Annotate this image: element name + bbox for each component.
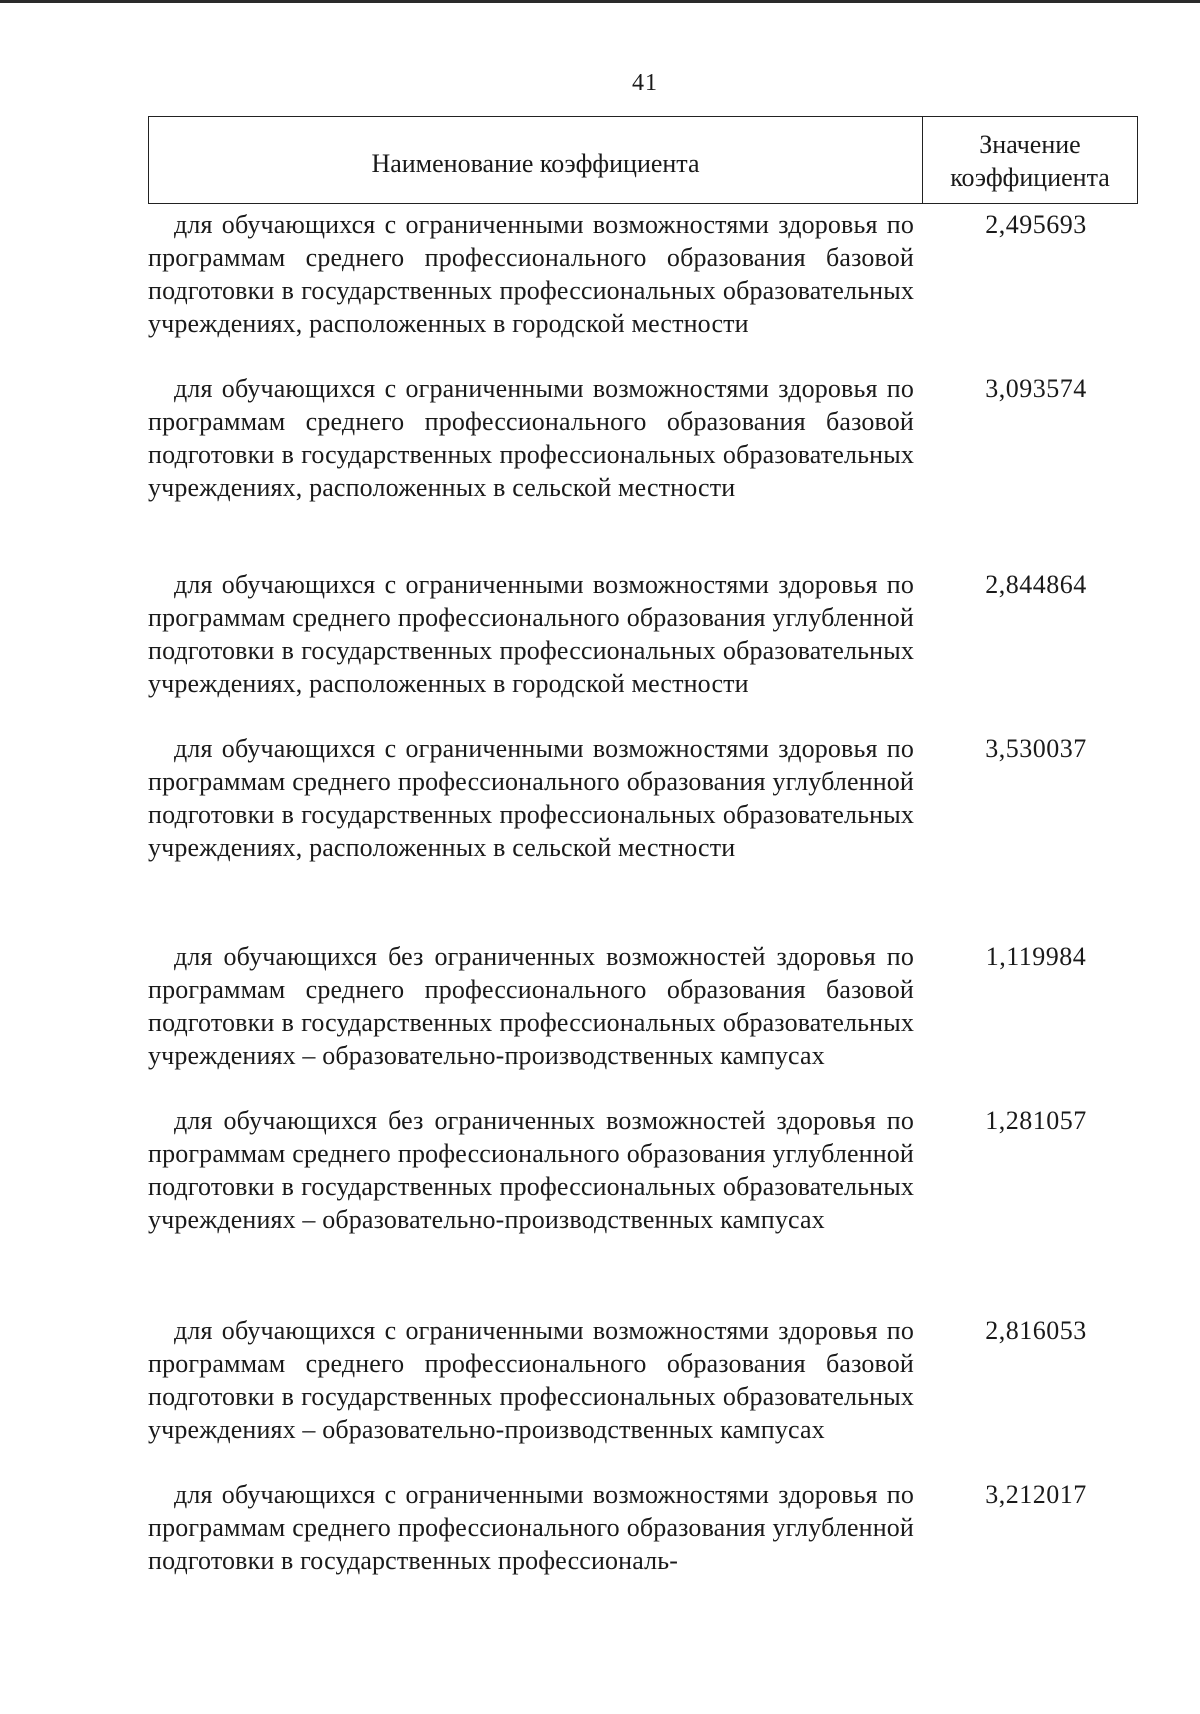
row-description: для обучающихся с ограниченными возможностями здоровья по программам среднего профессионального образования углубленной подготовки в государственных профессиональных образовательных учреждениях, расположенных в городской местности — [148, 570, 914, 698]
page-number: 41 — [632, 70, 658, 96]
header-coefficient-name: Наименование коэффициента — [149, 117, 923, 203]
row-coefficient-value: 1,281057 — [985, 1106, 1087, 1135]
header-value-line-2: коэффициента — [950, 163, 1110, 192]
row-description: для обучающихся с ограниченными возможностями здоровья по программам среднего профессионального образования углубленной подготовки в государственных профессиональных образовательных учреждениях, расположенных в сельской местности — [148, 734, 914, 862]
row-coefficient-value: 3,212017 — [985, 1480, 1087, 1509]
scan-border-line — [0, 0, 1200, 3]
row-description: для обучающихся с ограниченными возможностями здоровья по программам среднего профессионального образования базовой подготовки в государственных профессиональных образовательных учреждениях, расположенных в городской местности — [148, 210, 914, 338]
row-coefficient-value: 3,093574 — [985, 374, 1087, 403]
row-coefficient-value: 1,119984 — [985, 942, 1087, 971]
row-coefficient-value: 2,495693 — [985, 210, 1087, 239]
row-description: для обучающихся с ограниченными возможностями здоровья по программам среднего профессионального образования базовой подготовки в государственных профессиональных образовательных учреждениях, расположенных в сельской местности — [148, 374, 914, 502]
header-value-line-1: Значение — [979, 130, 1081, 159]
row-coefficient-value: 2,844864 — [985, 570, 1087, 599]
row-description: для обучающихся с ограниченными возможностями здоровья по программам среднего профессионального образования базовой подготовки в государственных профессиональных образовательных учреждениях – образовательно-производственных кампусах — [148, 1316, 914, 1444]
row-coefficient-value: 2,816053 — [985, 1316, 1087, 1345]
row-description: для обучающихся без ограниченных возможностей здоровья по программам среднего профессионального образования базовой подготовки в государственных профессиональных образовательных учреждениях – образовательно-производственных кампусах — [148, 942, 914, 1070]
header-coefficient-value — [923, 117, 1137, 203]
row-description: для обучающихся с ограниченными возможностями здоровья по программам среднего профессионального образования углубленной подготовки в государственных профессиональ- — [148, 1480, 914, 1575]
table-header — [148, 116, 1138, 204]
row-coefficient-value: 3,530037 — [985, 734, 1087, 763]
row-description: для обучающихся без ограниченных возможностей здоровья по программам среднего профессионального образования углубленной подготовки в государственных профессиональных образовательных учреждениях – образовательно-производственных кампусах — [148, 1106, 914, 1234]
